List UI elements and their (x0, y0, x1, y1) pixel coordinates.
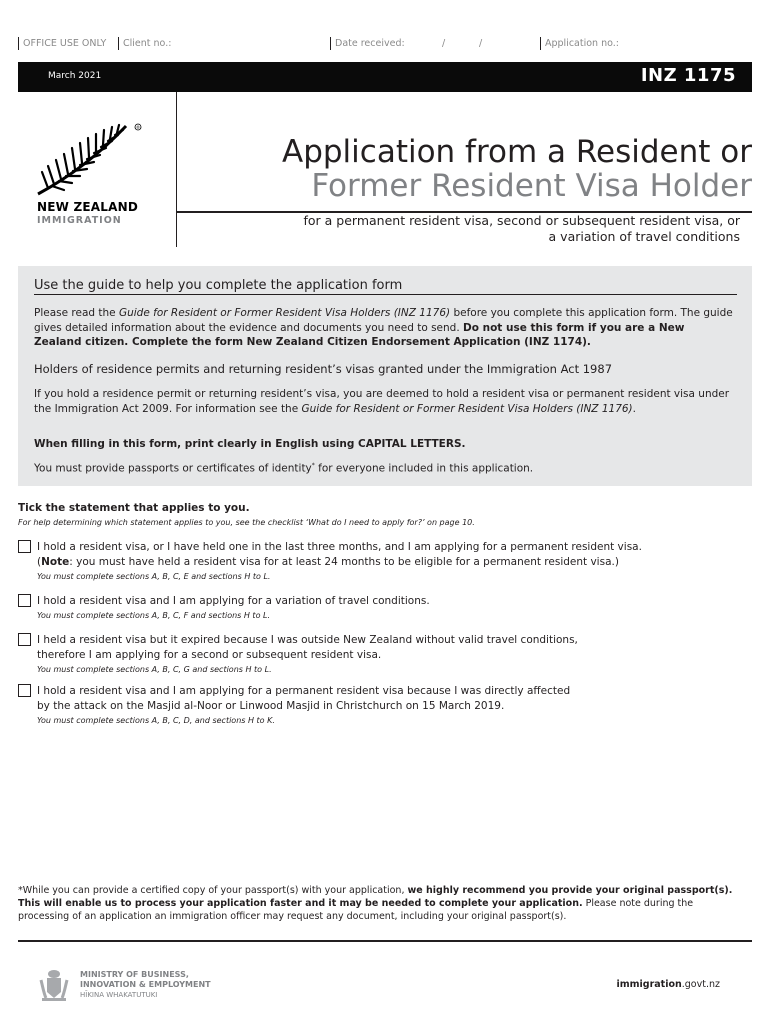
residence-permit-heading: Holders of residence permits and returning resident’s visas granted under the Immigration Act 1987 (34, 362, 613, 376)
guide-paragraph-2: If you hold a residence permit or returning resident’s visa, you are deemed to hold a resident visa or permanent resident visa under the Immigration Act 2009. For information see the Guide for Resident or Former Resident Visa Holders (INZ 1176). (34, 388, 730, 415)
statement-option (18, 540, 738, 582)
website-link[interactable]: immigration.govt.nz (616, 979, 720, 990)
guide-rule (34, 294, 737, 295)
capital-letters-note: When filling in this form, print clearly in English using CAPITAL LETTERS. (34, 438, 466, 450)
statement-text: I hold a resident visa, or I have held one in the last three months, and I am applying for a permanent resident visa. (Note: you must have held a resident visa for at least 24 months to be eligible for a permanent resident visa.) (37, 541, 642, 568)
guide-paragraph-1: Please read the Guide for Resident or Former Resident Visa Holders (INZ 1176) before you complete this application form. The guide gives detailed information about the evidence and documents you need to send. Do not use this form if you are a New Zealand citizen. Complete the form New Zealand Citizen Endorsement Application (INZ 1174). (34, 307, 733, 348)
divider-vertical (176, 92, 177, 247)
date-slash: / (442, 38, 446, 49)
statement-text: I hold a resident visa and I am applying for a permanent resident visa because I was directly affected by the attack on the Masjid al-Noor or Linwood Masjid in Christchurch on 15 March 2019. (37, 685, 571, 712)
statement-sections: You must complete sections A, B, C, G and sections H to L. (37, 665, 272, 674)
statement-text: I hold a resident visa and I am applying for a variation of travel conditions. (37, 595, 430, 607)
statement-text: I held a resident visa but it expired because I was outside New Zealand without valid travel conditions, therefore I am applying for a second or subsequent resident visa. (37, 634, 578, 661)
statement-sections: You must complete sections A, B, C, F and sections H to L. (37, 611, 271, 620)
statement-checkbox[interactable] (18, 540, 31, 553)
logo-immigration: IMMIGRATION (37, 215, 122, 226)
tick-statement-help: For help determining which statement applies to you, see the checklist ‘What do I need to apply for?’ on page 10. (18, 518, 475, 527)
statement-checkbox[interactable] (18, 594, 31, 607)
passport-note: You must provide passports or certificates of identity* for everyone included in this application. (34, 462, 534, 475)
header-bar (18, 62, 752, 92)
page-title-line1: Application from a Resident or (281, 134, 752, 170)
date-slash: / (479, 38, 483, 49)
form-date: March 2021 (48, 71, 102, 81)
office-use-row (18, 37, 758, 51)
registered-mark: ® (136, 125, 140, 130)
silver-fern-icon (34, 120, 144, 200)
statement-checkbox[interactable] (18, 633, 31, 646)
statement-sections: You must complete sections A, B, C, D, and sections H to K. (37, 716, 275, 725)
form-code: INZ 1175 (640, 65, 736, 86)
page-title-line2: Former Resident Visa Holder (311, 168, 752, 204)
page-subtitle: for a permanent resident visa, second or subsequent resident visa, or a variation of travel conditions (303, 213, 740, 244)
statement-option (18, 633, 738, 675)
statement-option (18, 684, 738, 726)
guide-box (18, 266, 752, 486)
guide-heading: Use the guide to help you complete the application form (34, 278, 403, 293)
statement-option (18, 594, 738, 622)
footnote: *While you can provide a certified copy of your passport(s) with your application, we highly recommend you provide your original passport(s). This will enable us to process your application faster and it may be needed to complete your application. Please note during the processing of an application an immigration officer may request any document, including your original passport(s). (18, 885, 733, 922)
tick-statement-title: Tick the statement that applies to you. (18, 502, 250, 514)
ministry-name: MINISTRY OF BUSINESS, INNOVATION & EMPLOYMENT HĪKINA WHAKATUTUKI (80, 970, 211, 999)
logo-new-zealand: NEW ZEALAND (37, 200, 138, 214)
footer-rule (18, 940, 752, 942)
statement-sections: You must complete sections A, B, C, E and sections H to L. (37, 572, 271, 581)
client-no-field[interactable]: Client no.: (118, 37, 171, 50)
office-use-label: OFFICE USE ONLY (18, 37, 106, 50)
statement-checkbox[interactable] (18, 684, 31, 697)
application-no-field[interactable]: Application no.: (540, 37, 619, 50)
coat-of-arms-icon (38, 968, 70, 1002)
date-received-field[interactable]: Date received: (330, 37, 405, 50)
